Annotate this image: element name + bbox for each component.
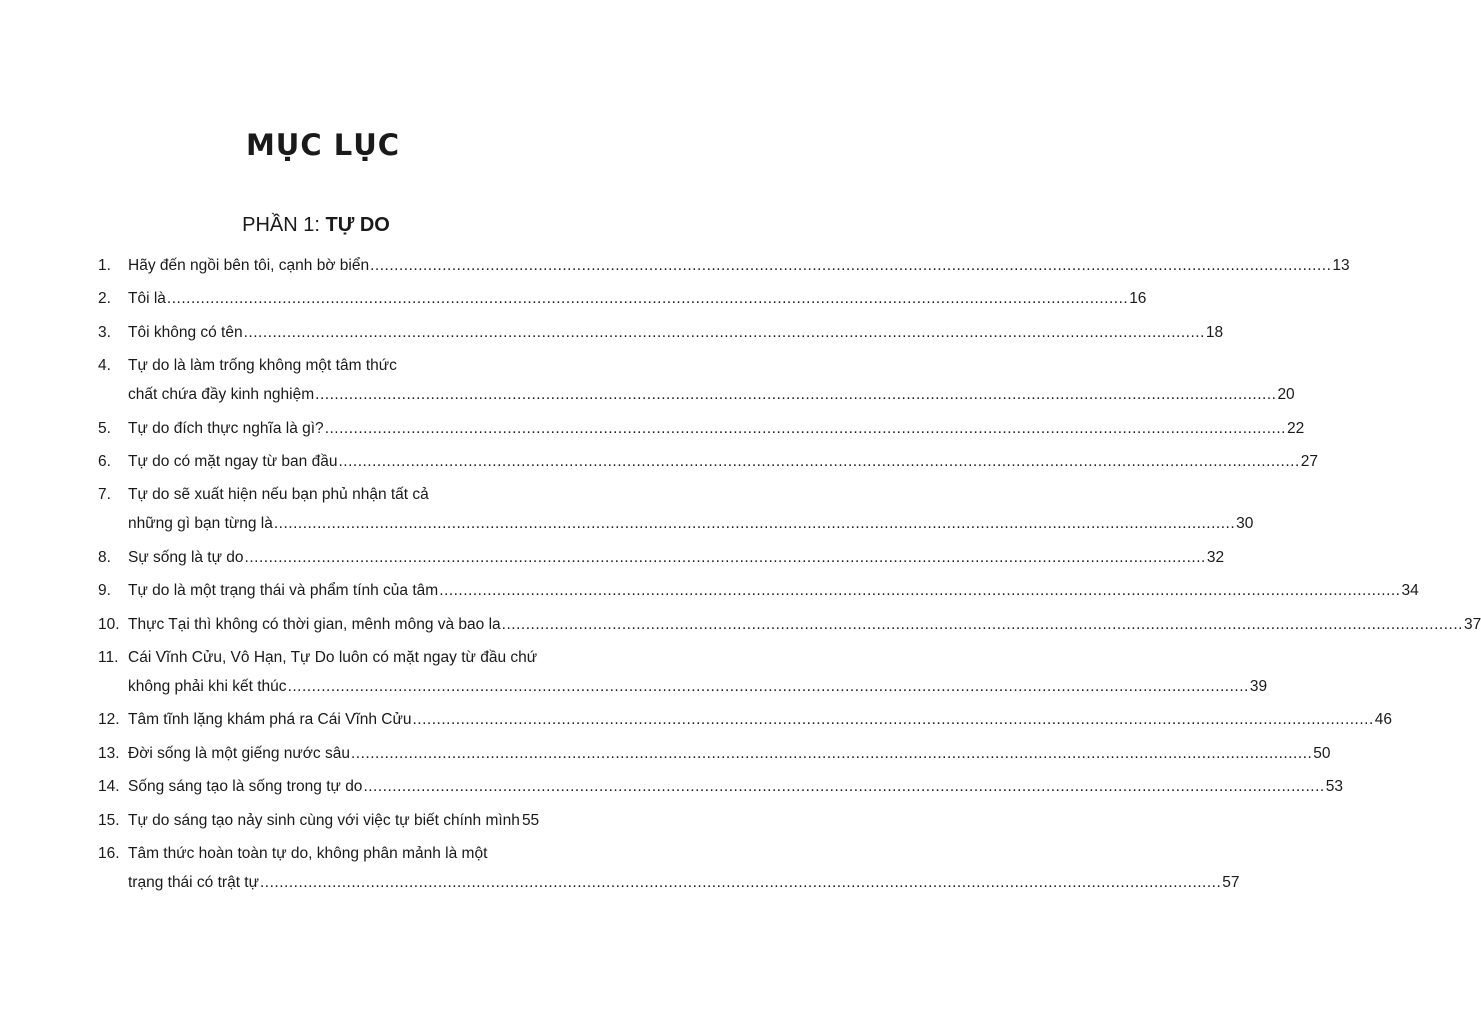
dot-leader: ........................................................................................................................................................................................................: [324, 419, 1286, 437]
toc-entry-page: 32: [1206, 548, 1225, 566]
dot-leader: ........................................................................................................................................................................................................: [315, 386, 1277, 404]
toc-entry-page: 57: [1222, 874, 1240, 891]
toc-entry-number: 2.: [98, 290, 111, 308]
toc-entry: [98, 354, 1295, 407]
toc-entry-body: [128, 321, 1224, 345]
toc-entry-number: 10.: [98, 615, 120, 633]
toc-entry-body: [128, 450, 1318, 474]
toc-entry-page: 18: [1205, 323, 1224, 341]
toc-entry-title: Tâm thức hoàn toàn tự do, không phân mảnh là một: [128, 845, 488, 862]
dot-leader: ........................................................................................................................................................................................................: [287, 678, 1249, 695]
part-heading: [0, 214, 632, 237]
toc-entry: [98, 842, 1240, 895]
toc-entry: [98, 287, 1147, 311]
toc-entry: [98, 254, 1350, 278]
dot-leader: ........................................................................................................................................................................................................: [412, 711, 1374, 729]
toc-entry: [98, 450, 1318, 474]
toc-entry: [98, 809, 538, 833]
toc-entry-number: 12.: [98, 711, 120, 729]
toc-entry-body: [128, 646, 1268, 699]
toc-entry-body: [128, 579, 1419, 603]
toc-entry-number: 5.: [98, 419, 111, 437]
toc-entry-page: 20: [1277, 386, 1295, 404]
toc-entry-number: 16.: [98, 845, 120, 862]
toc-entry-page: 37: [1463, 615, 1481, 633]
dot-leader: ........................................................................................................................................................................................................: [350, 744, 1313, 762]
toc-entry-number: 9.: [98, 582, 111, 600]
toc-entry: [98, 546, 1225, 570]
toc-entry-page: 50: [1313, 744, 1331, 762]
toc-entry-number: 4.: [98, 357, 111, 375]
toc-entry-body: [128, 483, 1254, 536]
toc-entry: [98, 321, 1224, 345]
toc-entry: [98, 646, 1268, 699]
toc-entry-number: 1.: [98, 257, 111, 274]
dot-leader: ........................................................................................................................................................................................................: [501, 615, 1463, 633]
toc-entry-title: Tự do là một trạng thái và phẩm tính của tâm: [128, 582, 439, 600]
dot-leader: ........................................................................................................................................................................................................: [363, 778, 1325, 796]
toc-entry-title: Tự do đích thực nghĩa là gì?: [128, 419, 324, 437]
toc-entry-body: [128, 417, 1305, 441]
toc-entry-title: Tự do sáng tạo nảy sinh cùng với việc tự biết chính mình: [128, 811, 520, 829]
toc-entry: [98, 708, 1393, 732]
toc-entry-number: 8.: [98, 548, 111, 566]
toc-entry-page: 27: [1300, 453, 1318, 470]
toc-entry-body: [128, 775, 1343, 799]
dot-leader: ........................................................................................................................................................................................................: [244, 548, 1206, 566]
toc-entry-title: Tôi là: [128, 290, 166, 308]
toc-entry-page: 30: [1236, 515, 1254, 533]
toc-entry: [98, 483, 1254, 536]
toc-entry-title: Tự do sẽ xuất hiện nếu bạn phủ nhận tất cả: [128, 486, 429, 504]
toc-entry-page: 46: [1374, 711, 1393, 729]
toc-entry-title: trạng thái có trật tự: [128, 874, 259, 891]
toc-entry-body: [128, 708, 1393, 732]
toc-entry-page: 53: [1325, 778, 1343, 796]
toc-entry-body: [128, 254, 1350, 278]
page-title: MỤC LỤC: [245, 128, 401, 162]
toc-entry-page: 22: [1286, 419, 1305, 437]
toc-entry-number: 13.: [98, 744, 120, 762]
toc-entry-page: 16: [1129, 290, 1147, 308]
toc-entry-title: Đời sống là một giếng nước sâu: [128, 744, 350, 762]
toc-entry: [98, 613, 1481, 637]
toc-entry-body: [128, 842, 1240, 895]
toc-entry-title: không phải khi kết thúc: [128, 678, 287, 695]
toc-entry-body: [128, 809, 538, 833]
toc-entry-title: những gì bạn từng là: [128, 515, 273, 533]
toc-entry-body: [128, 742, 1331, 766]
toc-entry-body: [128, 546, 1225, 570]
toc-entry-number: 6.: [98, 453, 111, 470]
dot-leader: ........................................................................................................................................................................................................: [338, 453, 1300, 470]
toc-entry-title: Cái Vĩnh Cửu, Vô Hạn, Tự Do luôn có mặt ngay từ đầu chứ: [128, 649, 538, 666]
dot-leader: ........................................................................................................................................................................................................: [166, 290, 1129, 308]
toc-entry: [98, 742, 1331, 766]
toc-entry-body: [128, 287, 1147, 311]
toc-entry-title: Tâm tĩnh lặng khám phá ra Cái Vĩnh Cửu: [128, 711, 412, 729]
toc-entry-title: Sự sống là tự do: [128, 548, 244, 566]
toc-entry-title: Hãy đến ngồi bên tôi, cạnh bờ biển: [128, 257, 370, 274]
part-prefix: PHẦN 1:: [242, 214, 326, 236]
toc-entry: [98, 579, 1419, 603]
toc-entry-page: 13: [1332, 257, 1350, 274]
toc-entry-title: Sống sáng tạo là sống trong tự do: [128, 778, 363, 796]
toc-entry-number: 14.: [98, 778, 120, 796]
toc-entry: [98, 417, 1305, 441]
toc-entry-page: 34: [1401, 582, 1419, 600]
dot-leader: ........................................................................................................................................................................................................: [243, 323, 1205, 341]
toc-entry: [98, 775, 1343, 799]
toc-entry-number: 15.: [98, 811, 120, 829]
dot-leader: ........................................................................................................................................................................................................: [370, 257, 1332, 274]
toc-entry-title: Tự do là làm trống không một tâm thức: [128, 357, 397, 375]
dot-leader: ........................................................................................................................................................................................................: [260, 874, 1222, 891]
toc-entry-page: 39: [1249, 678, 1268, 695]
toc-entry-number: 3.: [98, 323, 111, 341]
toc-entry-title: Tôi không có tên: [128, 323, 243, 341]
toc-entry-body: [128, 613, 1481, 637]
toc-entry-number: 7.: [98, 486, 111, 504]
dot-leader: ........................................................................................................................................................................................................: [439, 582, 1401, 600]
toc-entry-title: chất chứa đầy kinh nghiệm: [128, 386, 315, 404]
part-title: TỰ DO: [325, 214, 390, 236]
toc-entry-body: [128, 354, 1295, 407]
dot-leader: ........................................................................................................................................................................................................: [273, 515, 1236, 533]
toc-entry-page: 55: [521, 811, 540, 829]
toc-entry-number: 11.: [98, 649, 119, 666]
toc-entry-title: Tự do có mặt ngay từ ban đầu: [128, 453, 338, 470]
toc-entry-title: Thực Tại thì không có thời gian, mênh mông và bao la: [128, 615, 501, 633]
